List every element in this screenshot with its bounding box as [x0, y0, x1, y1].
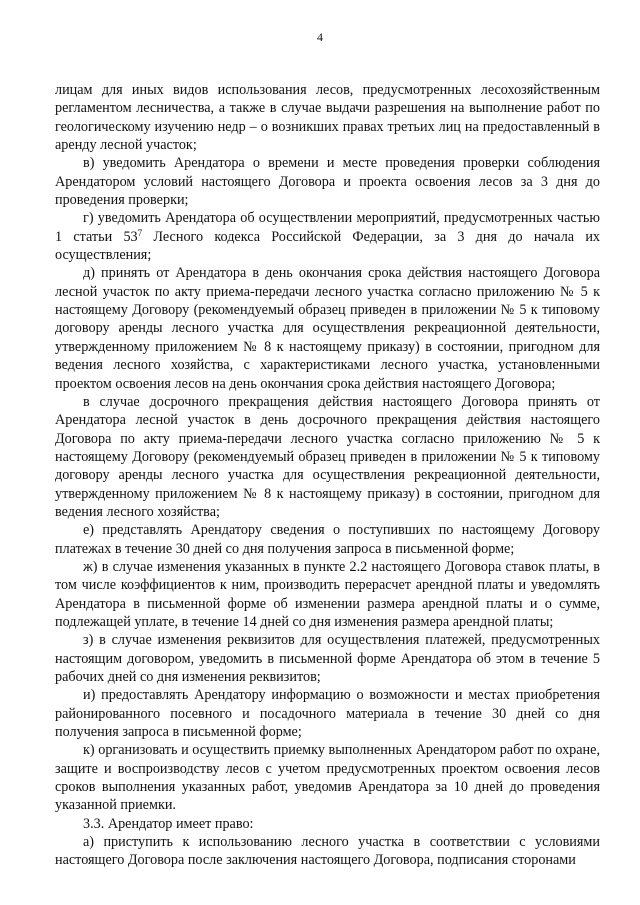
paragraph-e: е) представлять Арендатору сведения о поступивших по настоящему Договору платежах в течение 30 дней со дня получения запроса в письменной форме;	[55, 522, 600, 557]
paragraph-g	[55, 209, 600, 264]
paragraph-g-text: г) уведомить Арендатора об осуществлении мероприятий, предусмотренных частью 1 статьи 53	[55, 210, 600, 245]
footnote-superscript: 7	[137, 227, 143, 238]
paragraph-z: з) в случае изменения реквизитов для осуществления платежей, предусмотренных настоящим договором, уведомить в письменной форме Арендатора об этом в течение 5 рабочих дней со дня изменения реквизитов;	[55, 632, 600, 685]
paragraph-k: к) организовать и осуществить приемку выполненных Арендатором работ по охране, защите и воспроизводству лесов с учетом предусмотренных проектом освоения лесов сроков выполнения указанных работ, уведомив Арендатора за 10 дней до проведения указанной приемки.	[55, 742, 600, 814]
page-number: 4	[317, 30, 323, 44]
document-body	[55, 81, 600, 870]
paragraph-continuation: лицам для иных видов использования лесов, предусмотренных лесохозяйственным регламентом лесничества, а также в случае выдачи разрешения на выполнение работ по геологическому изучению недр – о возникших правах третьих лиц на предоставленный в аренду лесной участок;	[55, 82, 600, 154]
paragraph-zh: ж) в случае изменения указанных в пункте 2.2 настоящего Договора ставок платы, в том числе коэффициентов к ним, производить перерасчет арендной платы и уведомлять Арендатора в письменной форме об изменении размера арендной платы и о сумме, подлежащей уплате, в течение 14 дней со дня изменения размера арендной платы;	[55, 558, 600, 630]
paragraph-v: в) уведомить Арендатора о времени и месте проведения проверки соблюдения Арендатором условий настоящего Договора и проекта освоения лесов за 3 дня до проведения проверки;	[55, 155, 600, 209]
paragraph-i: и) предоставлять Арендатору информацию о возможности и местах приобретения районированного посевного и посадочного материала в течение 30 дней со дня получения запроса в письменной форме;	[55, 687, 600, 741]
paragraph-g-tail: Лесного кодекса Российской Федерации, за 3 дня до начала их осуществления;	[55, 228, 601, 264]
section-heading-3-3: 3.3. Арендатор имеет право:	[83, 815, 254, 832]
paragraph-d: д) принять от Арендатора в день окончания срока действия настоящего Договора лесной участок по акту приема-передачи лесного участка согласно приложению № 5 к настоящему Договору (рекомендуемый образец приведен в приложении № 5 к типовому договору аренды лесного участка для осуществления рекреационной деятельности, утвержденному приложением № 8 к настоящему приказу) в состоянии, пригодном для ведения лесного хозяйства, с характеристиками лесного участка, установленными проектом освоения лесов на день окончания срока действия настоящего Договора;	[55, 265, 600, 392]
paragraph-a: а) приступить к использованию лесного участка в соответствии с условиями настоящего Договора после заключения настоящего Договора, подписания сторонами	[55, 834, 600, 869]
paragraph-early-termination: в случае досрочного прекращения действия настоящего Договора принять от Арендатора лесной участок в день досрочного прекращения действия настоящего Договора по акту приема-передачи лесного участка согласно приложению № 5 к настоящему Договору (рекомендуемый образец приведен в приложении № 5 к типовому договору аренды лесного участка для осуществления рекреационной деятельности, утвержденному приложением № 8 к настоящему приказу) в состоянии, пригодном для ведения лесного хозяйства;	[55, 393, 600, 520]
